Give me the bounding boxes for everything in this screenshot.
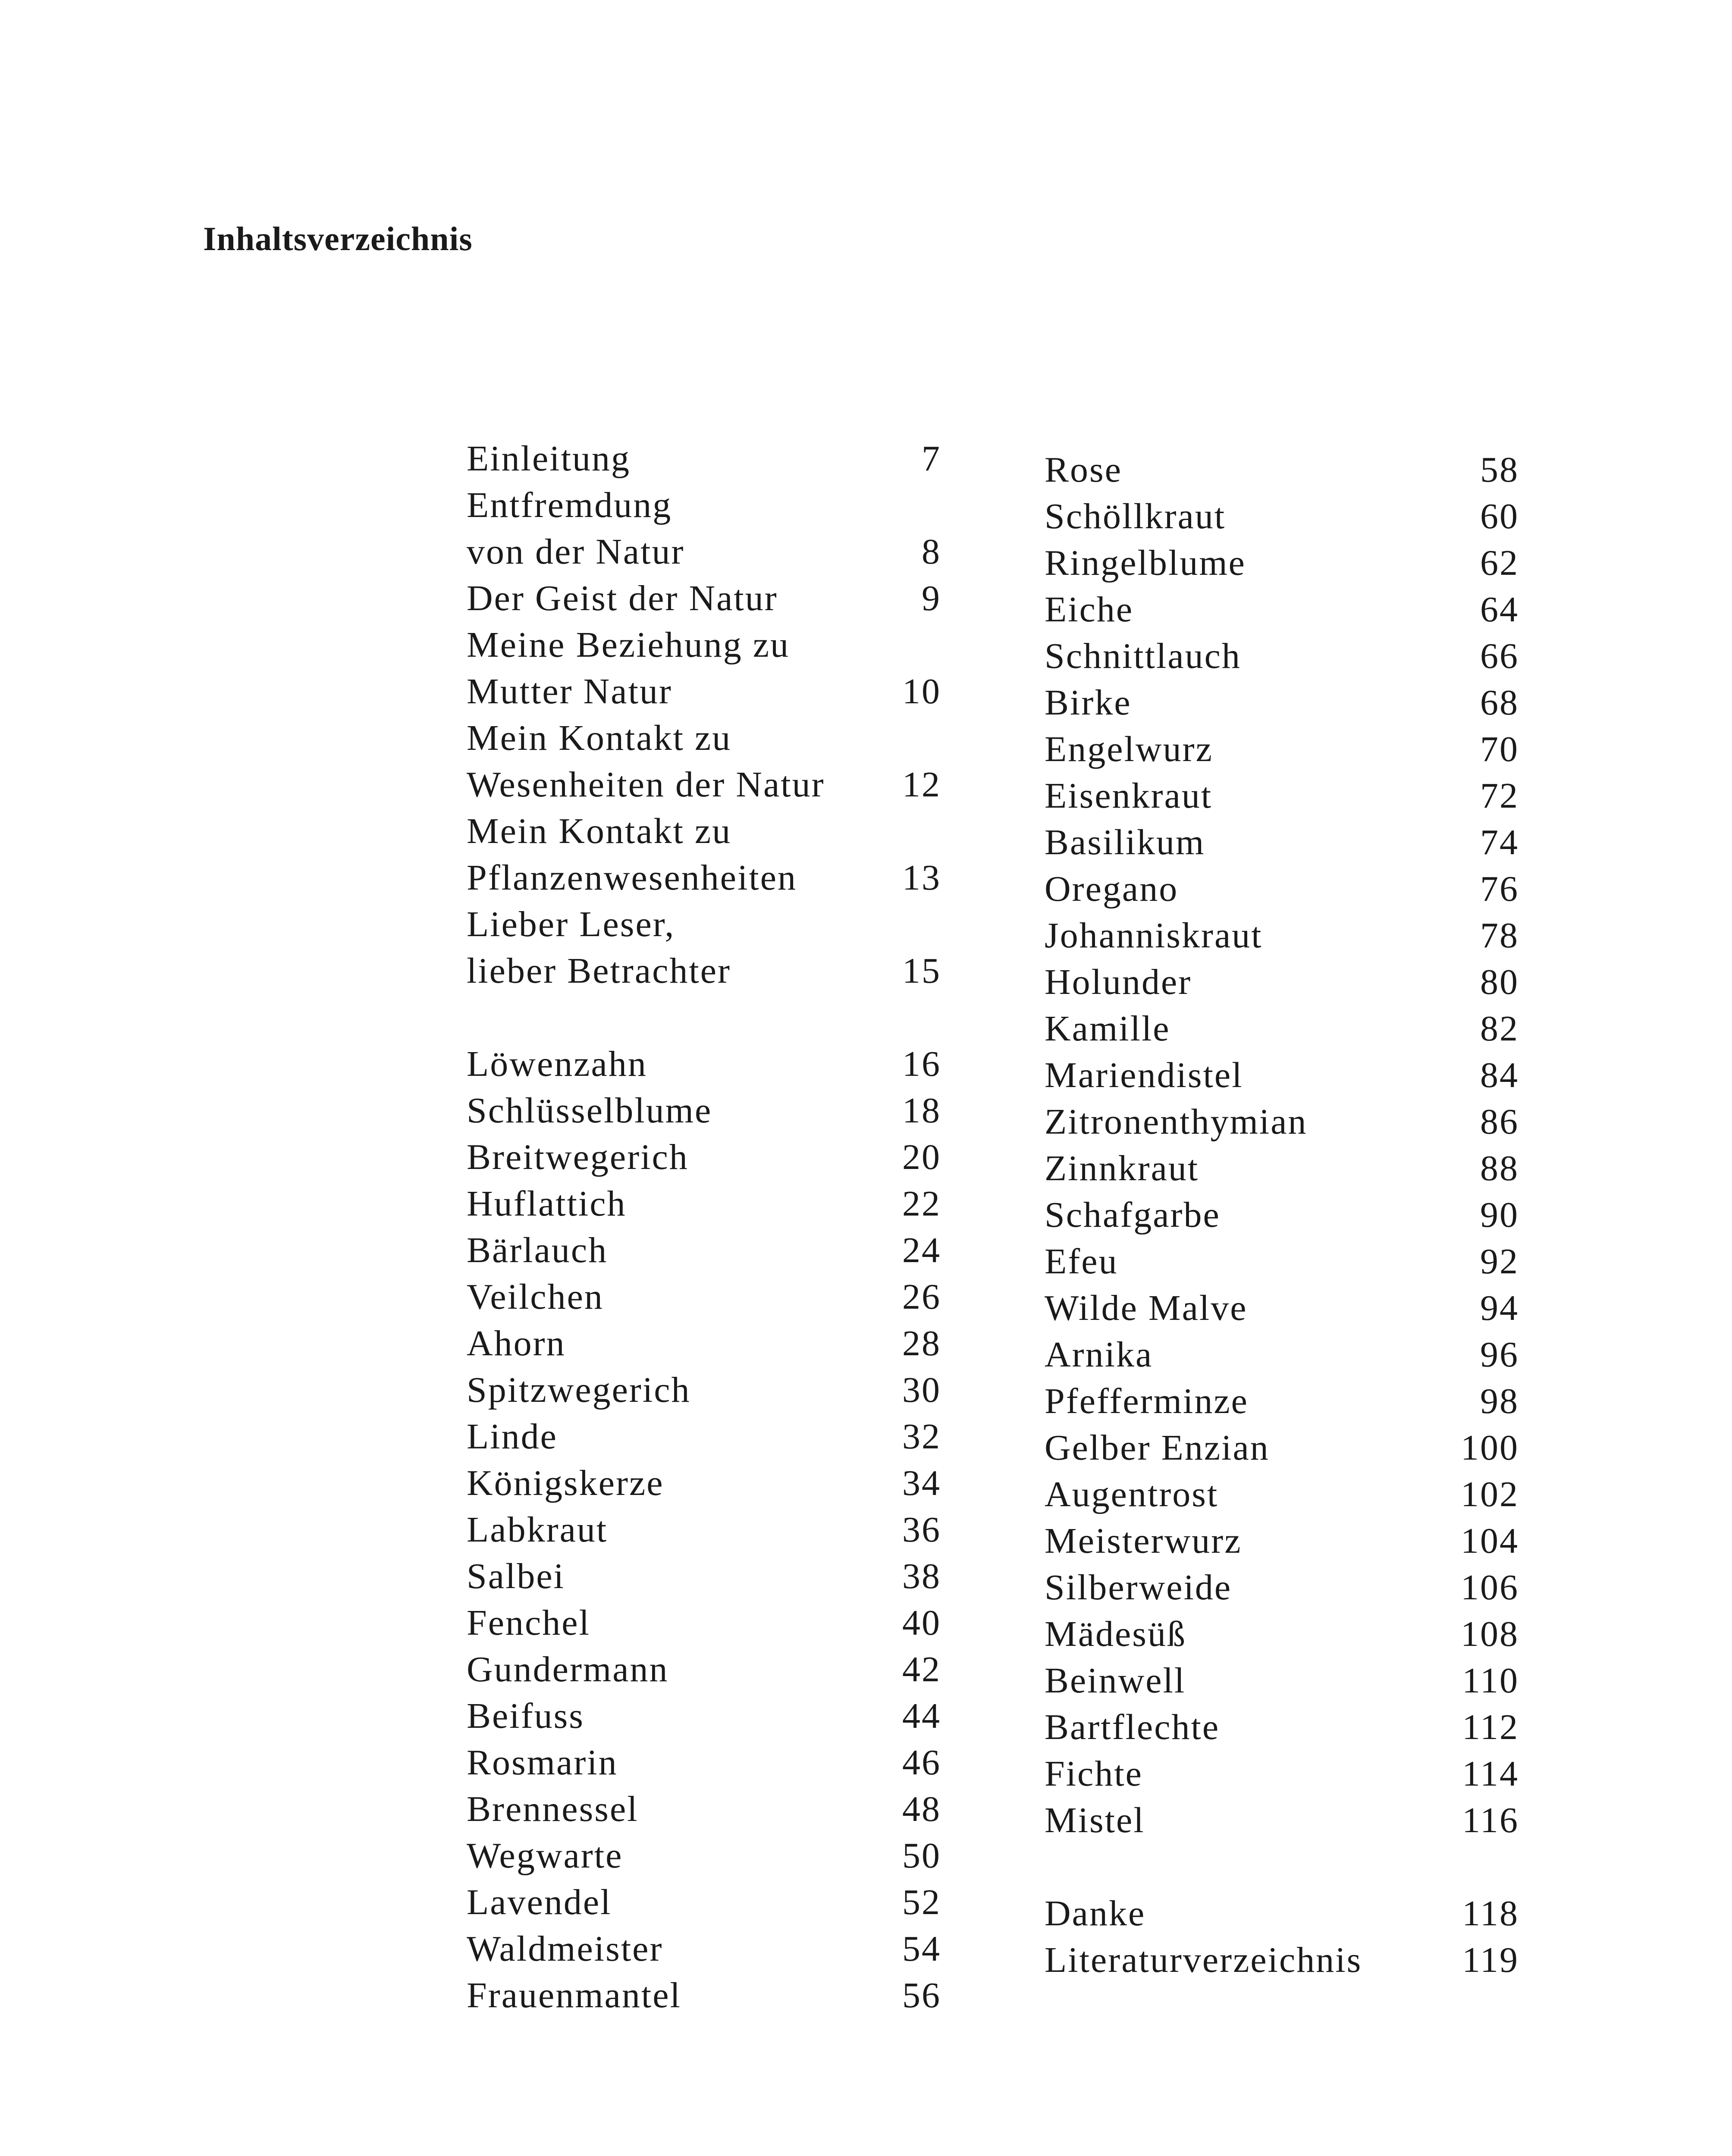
toc-entry-title: Beinwell [1045, 1661, 1186, 1701]
toc-entry-page-number: 26 [902, 1277, 941, 1317]
toc-entry-title: Kamille [1045, 1009, 1170, 1049]
toc-entry-title: Arnika [1045, 1335, 1153, 1375]
toc-entry-title: Silberweide [1045, 1567, 1232, 1608]
toc-entry-title: Ringelblume [1045, 543, 1246, 583]
toc-entry-page-number: 118 [1462, 1893, 1519, 1934]
toc-entry-title: Fichte [1045, 1754, 1143, 1794]
toc-closing-section [1045, 1890, 1519, 1984]
toc-entry [467, 1227, 941, 1274]
toc-entry-page-number: 38 [902, 1556, 941, 1596]
toc-entry-page-number: 56 [902, 1975, 941, 2015]
toc-entry [467, 1274, 941, 1320]
toc-entry-page-number: 36 [902, 1510, 941, 1550]
toc-entry-page-number: 98 [1480, 1381, 1519, 1421]
toc-entry-page-number: 7 [922, 439, 941, 479]
toc-entry-title: Linde [467, 1416, 558, 1457]
toc-entry-title: Danke [1045, 1893, 1146, 1934]
toc-entry [467, 715, 941, 761]
toc-entry-title: Lavendel [467, 1882, 612, 1922]
toc-entry [467, 1879, 941, 1926]
toc-entry-title: Mein Kontakt zu [467, 718, 732, 758]
toc-entry [1045, 1518, 1519, 1564]
toc-entry-title: Löwenzahn [467, 1044, 647, 1084]
toc-entry-title: Mein Kontakt zu [467, 811, 732, 851]
toc-entry-title: Fenchel [467, 1603, 590, 1643]
toc-entry [467, 1181, 941, 1227]
toc-entry [467, 1600, 941, 1646]
toc-entry-page-number: 104 [1461, 1521, 1519, 1561]
toc-entry [1045, 912, 1519, 959]
toc-entry-title: Einleitung [467, 439, 631, 479]
toc-entry-page-number: 74 [1480, 822, 1519, 862]
toc-entry-page-number: 90 [1480, 1195, 1519, 1235]
toc-entry-page-number: 44 [902, 1696, 941, 1736]
toc-entry-page-number: 42 [902, 1649, 941, 1689]
toc-entry-title: Lieber Leser, [467, 904, 675, 944]
toc-entry-title: Frauenmantel [467, 1975, 681, 2015]
toc-entry-title: Gundermann [467, 1649, 669, 1689]
toc-entry [467, 529, 941, 575]
toc-entry-page-number: 110 [1462, 1661, 1519, 1701]
toc-entry [467, 808, 941, 855]
toc-entry-page-number: 15 [902, 951, 941, 991]
toc-entry-title: Salbei [467, 1556, 565, 1596]
toc-right-column [1045, 447, 1519, 1984]
toc-entry [1045, 1890, 1519, 1937]
toc-entry-page-number: 16 [902, 1044, 941, 1084]
toc-entry-page-number: 30 [902, 1370, 941, 1410]
toc-entry [1045, 866, 1519, 912]
toc-entry-page-number: 76 [1480, 869, 1519, 909]
toc-entry-title: Mariendistel [1045, 1055, 1243, 1095]
toc-entry-title: Wilde Malve [1045, 1288, 1248, 1328]
toc-entry [467, 668, 941, 715]
toc-entry-title: Efeu [1045, 1241, 1118, 1282]
toc-entry-page-number: 78 [1480, 915, 1519, 956]
toc-entry [467, 482, 941, 529]
toc-entry-page-number: 102 [1461, 1474, 1519, 1514]
toc-entry-title: Eisenkraut [1045, 776, 1213, 816]
toc-entry-title: Gelber Enzian [1045, 1428, 1270, 1468]
toc-entry-page-number: 108 [1461, 1614, 1519, 1654]
toc-entry-title: Entfremdung [467, 485, 672, 525]
toc-entry-title: Rosmarin [467, 1742, 618, 1783]
toc-entry-title: Oregano [1045, 869, 1179, 909]
toc-entry [1045, 1564, 1519, 1611]
toc-entry-title: Schlüsselblume [467, 1091, 712, 1131]
toc-entry-page-number: 82 [1480, 1009, 1519, 1049]
toc-entry [1045, 959, 1519, 1006]
toc-entry [1045, 493, 1519, 540]
toc-entry [467, 1087, 941, 1134]
toc-entry-page-number: 54 [902, 1929, 941, 1969]
toc-entry-title: Ahorn [467, 1323, 566, 1363]
toc-entry [1045, 1751, 1519, 1797]
toc-entry-title: Eiche [1045, 589, 1134, 630]
toc-entry-title: Pflanzenwesenheiten [467, 858, 797, 898]
toc-entry-title: Schafgarbe [1045, 1195, 1221, 1235]
toc-entry [1045, 1704, 1519, 1751]
toc-entry-title: Veilchen [467, 1277, 604, 1317]
toc-entry [1045, 1145, 1519, 1192]
toc-entry [1045, 1378, 1519, 1425]
toc-entry-title: Holunder [1045, 962, 1192, 1002]
toc-entry-title: Pfefferminze [1045, 1381, 1249, 1421]
toc-entry-title: Spitzwegerich [467, 1370, 691, 1410]
toc-section-gap [467, 994, 941, 1041]
toc-entry [467, 855, 941, 901]
toc-entry [467, 1134, 941, 1181]
toc-entry-page-number: 119 [1462, 1940, 1519, 1980]
toc-entry-page-number: 116 [1462, 1800, 1519, 1840]
toc-entry-page-number: 62 [1480, 543, 1519, 583]
toc-entry [467, 1413, 941, 1460]
toc-entry [1045, 633, 1519, 680]
toc-entry-page-number: 70 [1480, 729, 1519, 769]
toc-entry [1045, 1006, 1519, 1052]
toc-entry [467, 1739, 941, 1786]
toc-entry [1045, 773, 1519, 819]
toc-entry-title: Meine Beziehung zu [467, 625, 790, 665]
toc-entry-page-number: 52 [902, 1882, 941, 1922]
toc-entry-page-number: 32 [902, 1416, 941, 1457]
toc-entry-page-number: 28 [902, 1323, 941, 1363]
toc-entry [467, 1646, 941, 1693]
toc-entry-page-number: 48 [902, 1789, 941, 1829]
toc-entry [1045, 726, 1519, 773]
toc-entry-title: Mistel [1045, 1800, 1145, 1840]
toc-entry-title: Breitwegerich [467, 1137, 689, 1177]
toc-entry-page-number: 94 [1480, 1288, 1519, 1328]
toc-entry-title: Labkraut [467, 1510, 608, 1550]
toc-entry [467, 1041, 941, 1087]
toc-entry-page-number: 10 [902, 671, 941, 711]
toc-entry [467, 575, 941, 622]
toc-entry-page-number: 34 [902, 1463, 941, 1503]
toc-entry [1045, 586, 1519, 633]
toc-entry [467, 761, 941, 808]
toc-entry [467, 1320, 941, 1367]
toc-entry-page-number: 50 [902, 1836, 941, 1876]
toc-left-column [467, 436, 941, 2019]
toc-entry-title: Mädesüß [1045, 1614, 1186, 1654]
toc-entry-title: Johanniskraut [1045, 915, 1263, 956]
toc-entry [1045, 819, 1519, 866]
toc-entry [1045, 1611, 1519, 1658]
toc-entry [1045, 1332, 1519, 1378]
toc-entry-page-number: 46 [902, 1742, 941, 1783]
toc-entry-page-number: 8 [922, 532, 941, 572]
toc-entry-page-number: 88 [1480, 1148, 1519, 1188]
toc-entry-title: Beifuss [467, 1696, 584, 1736]
toc-entry [1045, 540, 1519, 586]
toc-entry-page-number: 80 [1480, 962, 1519, 1002]
toc-entry-title: Brennessel [467, 1789, 639, 1829]
toc-entry-page-number: 100 [1461, 1428, 1519, 1468]
toc-entry-page-number: 40 [902, 1603, 941, 1643]
toc-entry-title: Meisterwurz [1045, 1521, 1242, 1561]
toc-entry [467, 948, 941, 994]
toc-entry [1045, 1425, 1519, 1471]
toc-entry-page-number: 84 [1480, 1055, 1519, 1095]
toc-entry [467, 1693, 941, 1739]
toc-entry-page-number: 13 [902, 858, 941, 898]
toc-entry-title: Bartflechte [1045, 1707, 1220, 1747]
toc-entry-page-number: 92 [1480, 1241, 1519, 1282]
toc-entry-page-number: 60 [1480, 496, 1519, 536]
toc-entry-title: Der Geist der Natur [467, 578, 778, 618]
toc-entry-page-number: 86 [1480, 1102, 1519, 1142]
toc-entry [467, 1786, 941, 1833]
toc-entry [1045, 1797, 1519, 1844]
toc-entry-title: Mutter Natur [467, 671, 672, 711]
toc-entry-title: Rose [1045, 450, 1122, 490]
toc-plants-section [467, 1041, 941, 2019]
toc-entry-page-number: 68 [1480, 683, 1519, 723]
toc-entry-page-number: 20 [902, 1137, 941, 1177]
toc-entry-title: Literaturverzeichnis [1045, 1940, 1362, 1980]
toc-entry [1045, 1658, 1519, 1704]
toc-entry [467, 901, 941, 948]
toc-entry-page-number: 106 [1461, 1567, 1519, 1608]
toc-entry-title: Wesenheiten der Natur [467, 765, 825, 805]
toc-entry-page-number: 18 [902, 1091, 941, 1131]
toc-entry [467, 622, 941, 668]
toc-entry-page-number: 114 [1462, 1754, 1519, 1794]
toc-entry [467, 1460, 941, 1507]
toc-entry-page-number: 58 [1480, 450, 1519, 490]
toc-entry-page-number: 112 [1462, 1707, 1519, 1747]
toc-entry-page-number: 72 [1480, 776, 1519, 816]
toc-entry-title: Birke [1045, 683, 1132, 723]
toc-entry-page-number: 22 [902, 1184, 941, 1224]
toc-entry [1045, 1099, 1519, 1145]
toc-entry [467, 1553, 941, 1600]
toc-entry-title: Bärlauch [467, 1230, 608, 1270]
toc-entry [1045, 1052, 1519, 1099]
toc-plants-section [1045, 447, 1519, 1844]
toc-entry-title: Huflattich [467, 1184, 627, 1224]
toc-entry [1045, 447, 1519, 493]
toc-entry [467, 1367, 941, 1413]
toc-entry-title: Zitronenthymian [1045, 1102, 1308, 1142]
toc-entry [467, 1972, 941, 2019]
toc-entry-page-number: 64 [1480, 589, 1519, 630]
toc-entry-title: Wegwarte [467, 1836, 623, 1876]
toc-entry-title: von der Natur [467, 532, 685, 572]
toc-entry [467, 436, 941, 482]
toc-intro-section [467, 436, 941, 994]
toc-entry-title: Engelwurz [1045, 729, 1213, 769]
toc-entry-page-number: 96 [1480, 1335, 1519, 1375]
toc-entry-page-number: 24 [902, 1230, 941, 1270]
page-title: Inhaltsverzeichnis [203, 220, 473, 258]
toc-entry-title: Zinnkraut [1045, 1148, 1199, 1188]
toc-entry [1045, 1238, 1519, 1285]
toc-entry-page-number: 66 [1480, 636, 1519, 676]
toc-entry-page-number: 12 [902, 765, 941, 805]
toc-entry-title: Schöllkraut [1045, 496, 1226, 536]
toc-entry [1045, 1192, 1519, 1238]
toc-entry-title: Basilikum [1045, 822, 1205, 862]
toc-entry-title: Königskerze [467, 1463, 664, 1503]
toc-entry-title: lieber Betrachter [467, 951, 731, 991]
toc-entry-title: Waldmeister [467, 1929, 663, 1969]
toc-entry [1045, 1471, 1519, 1518]
toc-entry-title: Augentrost [1045, 1474, 1219, 1514]
toc-entry [467, 1507, 941, 1553]
toc-entry [1045, 1285, 1519, 1332]
toc-section-gap [1045, 1844, 1519, 1890]
toc-entry-page-number: 9 [922, 578, 941, 618]
toc-entry [467, 1833, 941, 1879]
toc-entry [1045, 680, 1519, 726]
toc-entry [467, 1926, 941, 1972]
toc-entry [1045, 1937, 1519, 1984]
toc-entry-title: Schnittlauch [1045, 636, 1241, 676]
